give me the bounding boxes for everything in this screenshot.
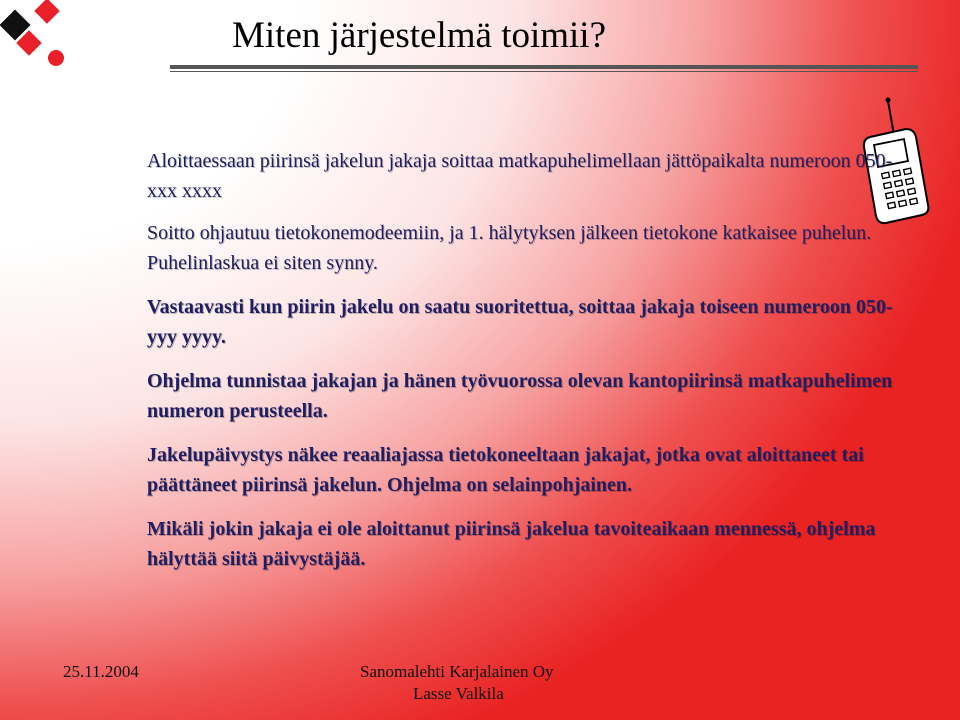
paragraph-modem: Soitto ohjautuu tietokonemodeemiin, ja 1. hälytyksen jälkeen tietokone katkaisee puhelun. Puhelinlaskua ei siten synny. — [147, 222, 872, 274]
footer-date: 25.11.2004 — [63, 662, 139, 681]
paragraph-end-call: Vastaavasti kun piirin jakelu on saatu suoritettua, soittaa jakaja toiseen numeroon 050-yyy yyyy. — [147, 296, 893, 348]
paragraph-identification: Ohjelma tunnistaa jakajan ja hänen työvuorossa olevan kantopiirinsä matkapuhelimen numeron perusteella. — [147, 370, 893, 422]
slide-body — [147, 146, 907, 588]
paragraph-realtime: Jakelupäivystys näkee reaaliajassa tietokoneeltaan jakajat, jotka ovat aloittaneet tai päättäneet piirinsä jakelun. Ohjelma on selainpohjainen. — [147, 444, 864, 496]
footer-organization: Sanomalehti Karjalainen Oy — [360, 662, 554, 681]
slide-title: Miten järjestelmä toimii? — [232, 15, 607, 56]
title-divider — [170, 65, 918, 72]
footer-author: Lasse Valkila — [413, 684, 504, 703]
company-logo-icon — [0, 0, 80, 72]
paragraph-alarm: Mikäli jokin jakaja ei ole aloittanut piirinsä jakelua tavoiteaikaan mennessä, ohjelma hälyttää siitä päivystäjää. — [147, 518, 876, 570]
paragraph-start-call: Aloittaessaan piirinsä jakelun jakaja soittaa matkapuhelimellaan jättöpaikalta numeroon 050-xxx xxxx — [147, 150, 893, 202]
